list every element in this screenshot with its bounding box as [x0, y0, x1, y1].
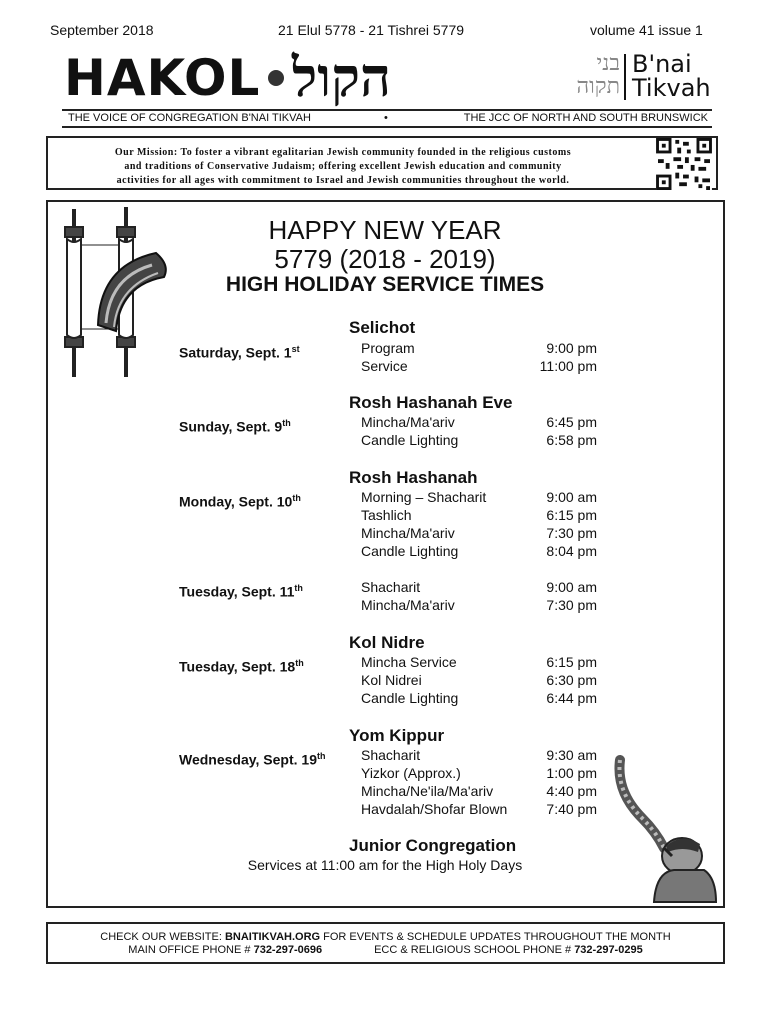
footer-website-line	[48, 931, 723, 944]
logo-hebrew-line1: בני	[596, 51, 620, 76]
mission-line: activities for all ages with commitment to Israel and Jewish communities throughout the world.	[116, 175, 570, 186]
mission-line: Our Mission: To foster a vibrant egalitarian Jewish community founded in the religious customs	[114, 147, 572, 158]
year-heading: 5779 (2018 - 2019)	[274, 244, 496, 274]
service-item-time: 9:30 am	[546, 747, 597, 763]
service-item-label: Havdalah/Shofar Blown	[361, 801, 508, 817]
service-times-heading: HIGH HOLIDAY SERVICE TIMES	[225, 273, 545, 296]
service-item-time: 6:45 pm	[546, 414, 597, 430]
service-item-label: Morning – Shacharit	[361, 489, 487, 505]
footer-text: ECC & RELIGIOUS SCHOOL PHONE #	[374, 944, 575, 956]
mission-statement	[58, 146, 628, 188]
day-label	[179, 654, 304, 676]
logo-hebrew-line2: תקוה	[576, 74, 620, 99]
logo-text-line2: Tikvah	[632, 74, 711, 102]
subtitle-jcc: THE JCC OF NORTH AND SOUTH BRUNSWICK	[463, 112, 708, 124]
greeting-heading: HAPPY NEW YEAR	[268, 215, 502, 245]
service-item-label: Mincha/Ne'ila/Ma'ariv	[361, 783, 494, 799]
masthead-subtitle-bar	[62, 109, 712, 128]
service-item-label: Shacharit	[361, 579, 421, 595]
section-title-yom-kippur: Yom Kippur	[349, 726, 445, 745]
shofar-blower-illustration-icon	[612, 752, 718, 904]
office-phone: 732-297-0696	[253, 944, 323, 956]
masthead-bullet	[268, 70, 284, 86]
day-label	[179, 489, 301, 511]
service-item-label: Candle Lighting	[361, 543, 459, 559]
service-item-label: Shacharit	[361, 747, 421, 763]
service-item-time: 4:40 pm	[546, 783, 597, 799]
day-suffix: th	[282, 418, 291, 428]
service-item-label: Mincha/Ma'ariv	[361, 597, 455, 613]
day-text: Saturday, Sept. 1	[179, 344, 292, 361]
footer-text: CHECK OUR WEBSITE:	[100, 931, 225, 943]
service-item-time: 6:30 pm	[546, 672, 597, 688]
school-phone: 732-297-0295	[574, 944, 643, 956]
logo-divider	[624, 54, 626, 100]
service-item-time: 6:58 pm	[546, 432, 597, 448]
section-title-rosh-hashanah-eve: Rosh Hashanah Eve	[349, 393, 513, 412]
mission-box	[46, 136, 718, 190]
service-item-time: 9:00 am	[546, 489, 597, 505]
congregation-logo	[632, 52, 711, 100]
service-item-label: Kol Nidrei	[361, 672, 422, 688]
masthead-title: HAKOL	[64, 49, 261, 107]
day-label	[179, 340, 300, 362]
service-item-time: 9:00 pm	[546, 340, 597, 356]
day-text: Tuesday, Sept. 11	[179, 583, 295, 600]
day-label	[179, 414, 291, 436]
day-label	[179, 747, 325, 769]
day-label	[179, 579, 303, 601]
congregation-logo-hebrew	[528, 52, 620, 98]
section-title-selichot: Selichot	[349, 318, 416, 337]
service-item-label: Mincha Service	[361, 654, 457, 670]
website-link[interactable]: BNAITIKVAH.ORG	[224, 931, 321, 943]
day-suffix: st	[291, 344, 300, 354]
footer-box	[46, 922, 725, 964]
service-item-time: 1:00 pm	[546, 765, 597, 781]
service-item-label: Tashlich	[361, 507, 412, 523]
service-item-label: Mincha/Ma'ariv	[361, 525, 455, 541]
service-item-time: 9:00 am	[546, 579, 597, 595]
qr-code-icon[interactable]	[656, 138, 712, 190]
day-suffix: th	[295, 658, 304, 668]
day-text: Wednesday, Sept. 19	[179, 751, 317, 768]
section-title-kol-nidre: Kol Nidre	[349, 633, 425, 652]
logo-text-line1: B'nai	[632, 50, 692, 78]
service-item-time: 6:15 pm	[546, 654, 597, 670]
day-suffix: th	[294, 583, 303, 593]
footer-text: FOR EVENTS & SCHEDULE UPDATES THROUGHOUT THE MONTH	[320, 931, 671, 943]
service-item-time: 6:44 pm	[546, 690, 597, 706]
hebrew-dates: 21 Elul 5778 - 21 Tishrei 5779	[278, 22, 465, 38]
day-suffix: th	[316, 751, 326, 761]
service-item-label: Service	[361, 358, 408, 374]
footer-text: MAIN OFFICE PHONE #	[128, 944, 254, 956]
service-item-time: 7:40 pm	[546, 801, 597, 817]
issue-date: September 2018	[50, 22, 154, 38]
junior-congregation-text: Services at 11:00 am for the High Holy Days	[247, 857, 523, 873]
service-item-label: Mincha/Ma'ariv	[361, 414, 455, 430]
service-item-time: 6:15 pm	[546, 507, 597, 523]
subtitle-congregation: THE VOICE OF CONGREGATION B'NAI TIKVAH	[68, 112, 311, 124]
day-text: Monday, Sept. 10	[179, 493, 293, 510]
service-item-time: 7:30 pm	[546, 597, 597, 613]
service-item-time: 7:30 pm	[546, 525, 597, 541]
footer-phone-line	[48, 944, 723, 957]
section-title-rosh-hashanah: Rosh Hashanah	[349, 468, 478, 487]
day-text: Sunday, Sept. 9	[179, 418, 283, 435]
service-item-label: Program	[361, 340, 415, 356]
masthead-hebrew-title: הקול	[292, 45, 392, 109]
service-item-label: Candle Lighting	[361, 432, 459, 448]
volume-issue: volume 41 issue 1	[590, 22, 703, 38]
service-item-time: 11:00 pm	[539, 358, 597, 374]
junior-congregation-title: Junior Congregation	[349, 836, 517, 855]
day-text: Tuesday, Sept. 18	[179, 658, 296, 675]
service-item-time: 8:04 pm	[546, 543, 597, 559]
mission-line: and traditions of Conservative Judaism; offering excellent Jewish education and community	[124, 161, 562, 172]
subtitle-separator: •	[384, 112, 388, 124]
service-item-label: Yizkor (Approx.)	[361, 765, 461, 781]
service-item-label: Candle Lighting	[361, 690, 459, 706]
day-suffix: th	[292, 493, 301, 503]
